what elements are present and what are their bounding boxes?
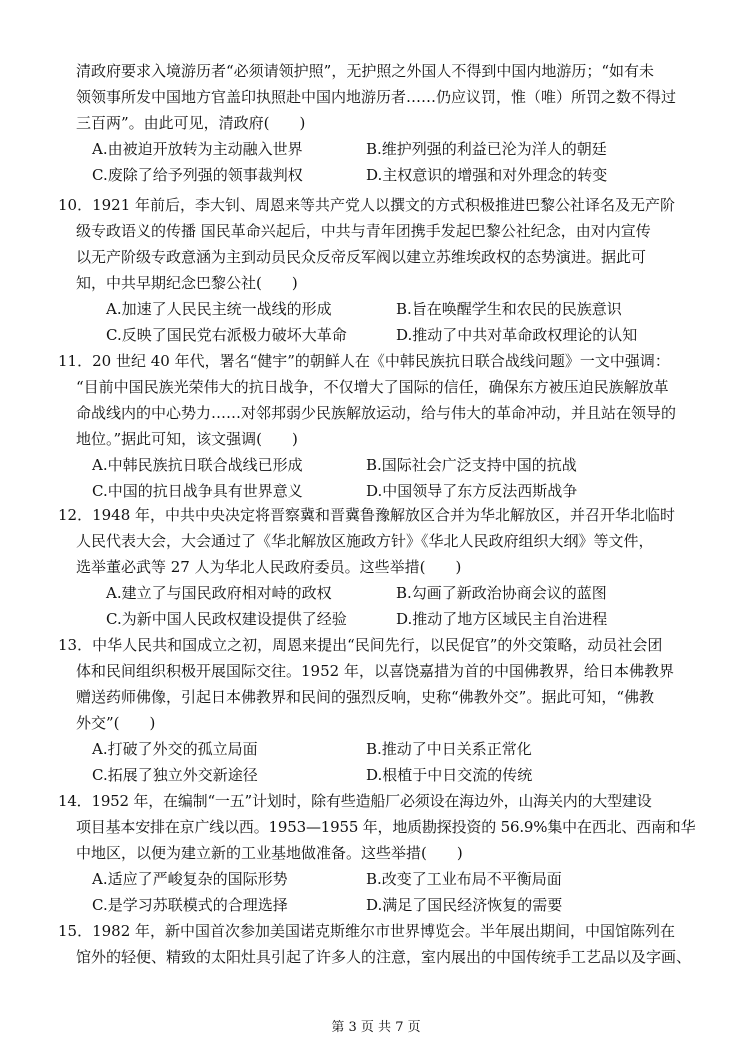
question-text-line: 选举董必武等 27 人为华北人民政府委员。这些举措( ) bbox=[76, 558, 462, 576]
question-text-line: 13．中华人民共和国成立之初，周恩来提出“民间先行，以民促官”的外交策略，动员社会团 bbox=[58, 632, 674, 658]
question-13 bbox=[58, 632, 674, 788]
question-number: 10． bbox=[58, 196, 93, 214]
question-text-line: 人民代表大会，大会通过了《华北解放区施政方针》《华北人民政府组织大纲》等文件， bbox=[76, 532, 654, 550]
option-row bbox=[76, 892, 695, 918]
question-text-line: 级专政语义的传播 国民革命兴起后，中共与青年团携手发起巴黎公社纪念，由对内宣传 bbox=[76, 222, 651, 240]
question-text-line: 地位。”据此可知，该文强调( ) bbox=[76, 430, 298, 448]
option-b[interactable]: B.勾画了新政治协商会议的蓝图 bbox=[396, 584, 607, 602]
question-text-line: 命战线内的中心势力……对邻邦弱少民族解放运动，给与伟大的革命冲动，并且站在领导的 bbox=[76, 404, 677, 422]
question-text-line: “目前中国民族光荣伟大的抗日战争，不仅增大了国际的信任，确保东方被压迫民族解放革 bbox=[76, 378, 669, 396]
option-a[interactable]: A.建立了与国民政府相对峙的政权 bbox=[106, 584, 332, 602]
option-b[interactable]: B.改变了工业布局不平衡局面 bbox=[366, 870, 562, 888]
option-d[interactable]: D.根植于中日交流的传统 bbox=[366, 766, 533, 784]
option-b[interactable]: B.推动了中日关系正常化 bbox=[366, 740, 532, 758]
option-row bbox=[76, 762, 674, 788]
question-text-line: 体和民间组织积极开展国际交往。1952 年，以喜饶嘉措为首的中国佛教界，给日本佛教界 bbox=[76, 662, 674, 680]
question-number: 13． bbox=[58, 636, 93, 654]
question-15 bbox=[58, 918, 692, 970]
option-c[interactable]: C.为新中国人民政权建设提供了经验 bbox=[106, 610, 347, 628]
option-c[interactable]: C.中国的抗日战争具有世界意义 bbox=[92, 482, 303, 500]
question-text-line: 领领事所发中国地方官盖印执照赴中国内地游历者……仍应议罚，惟（唯）所罚之数不得过 bbox=[76, 88, 677, 106]
option-c[interactable]: C.是学习苏联模式的合理选择 bbox=[92, 896, 288, 914]
option-a[interactable]: A.由被迫开放转为主动融入世界 bbox=[92, 140, 303, 158]
question-number: 11． bbox=[58, 352, 93, 370]
option-row bbox=[76, 606, 675, 632]
option-row bbox=[76, 866, 695, 892]
option-d[interactable]: D.推动了中共对革命政权理论的认知 bbox=[396, 326, 638, 344]
option-row bbox=[76, 136, 676, 162]
question-12 bbox=[58, 502, 676, 632]
question-text-line: 赠送药师佛像，引起日本佛教界和民间的强烈反响，史称“佛教外交”。据此可知，“佛教 bbox=[76, 688, 655, 706]
option-b[interactable]: B.维护列强的利益已沦为洋人的朝廷 bbox=[366, 140, 607, 158]
question-number: 12． bbox=[58, 506, 93, 524]
option-row bbox=[76, 296, 675, 322]
question-text-line: 清政府要求入境游历者“必须请领护照”，无护照之外国人不得到中国内地游历；“如有未 bbox=[76, 62, 655, 80]
option-row bbox=[76, 452, 676, 478]
question-text-line: 10．1921 年前后，李大钊、周恩来等共产党人以撰文的方式积极推进巴黎公社译名及无产阶 bbox=[58, 192, 675, 218]
option-d[interactable]: D.满足了国民经济恢复的需要 bbox=[366, 896, 563, 914]
question-text-line: 15．1982 年，新中国首次参加美国诺克斯维尔市世界博览会。半年展出期间，中国馆陈列在 bbox=[58, 918, 691, 944]
question-text-line: 中地区，以便为建立新的工业基地做准备。这些举措( ) bbox=[76, 844, 463, 862]
question-14 bbox=[58, 788, 696, 918]
question-number: 15． bbox=[58, 922, 93, 940]
option-row bbox=[76, 162, 676, 188]
question-text-line: 项目基本安排在京广线以西。1953—1955 年，地质勘探投资的 56.9%集中在西北、西南和华 bbox=[76, 818, 696, 836]
option-a[interactable]: A.打破了外交的孤立局面 bbox=[92, 740, 258, 758]
option-row bbox=[76, 478, 676, 504]
question-9 bbox=[76, 58, 676, 188]
option-d[interactable]: D.推动了地方区域民主自治进程 bbox=[396, 610, 608, 628]
option-c[interactable]: C.废除了给予列强的领事裁判权 bbox=[92, 166, 303, 184]
question-text-line: 12．1948 年，中共中央决定将晋察冀和晋冀鲁豫解放区合并为华北解放区，并召开华北临时 bbox=[58, 502, 675, 528]
option-d[interactable]: D.中国领导了东方反法西斯战争 bbox=[366, 482, 578, 500]
option-a[interactable]: A.加速了人民民主统一战线的形成 bbox=[106, 300, 332, 318]
question-text-line: 三百两”。由此可见，清政府( ) bbox=[76, 114, 306, 132]
question-10 bbox=[58, 192, 676, 348]
question-text-line: 11．20 世纪 40 年代，署名“健宇”的朝鲜人在《中韩民族抗日联合战线问题》一文中强调： bbox=[58, 348, 676, 374]
option-row bbox=[76, 580, 675, 606]
option-a[interactable]: A.中韩民族抗日联合战线已形成 bbox=[92, 456, 303, 474]
question-number: 14． bbox=[58, 792, 92, 810]
question-11 bbox=[58, 348, 677, 504]
question-text-line: 以无产阶级专政意涵为主到动员民众反帝反军阀以建立苏维埃政权的态势演进。据此可 bbox=[76, 248, 647, 266]
question-text-line: 14．1952 年，在编制“一五”计划时，除有些造船厂必须设在海边外，山海关内的大型建设 bbox=[58, 788, 695, 814]
option-b[interactable]: B.旨在唤醒学生和农民的民族意识 bbox=[396, 300, 622, 318]
option-row bbox=[76, 322, 675, 348]
option-c[interactable]: C.拓展了独立外交新途径 bbox=[92, 766, 258, 784]
option-row bbox=[76, 736, 674, 762]
question-text-line: 知，中共早期纪念巴黎公社( ) bbox=[76, 274, 298, 292]
option-b[interactable]: B.国际社会广泛支持中国的抗战 bbox=[366, 456, 577, 474]
page-footer: 第 3 页 共 7 页 bbox=[331, 1020, 421, 1035]
option-d[interactable]: D.主权意识的增强和对外理念的转变 bbox=[366, 166, 608, 184]
option-c[interactable]: C.反映了国民党右派极力破坏大革命 bbox=[106, 326, 347, 344]
option-a[interactable]: A.适应了严峻复杂的国际形势 bbox=[92, 870, 288, 888]
question-text-line: 馆外的轻便、精致的太阳灶具引起了许多人的注意，室内展出的中国传统手工艺品以及字画、 bbox=[76, 948, 692, 966]
question-text-line: 外交”( ) bbox=[76, 714, 156, 732]
